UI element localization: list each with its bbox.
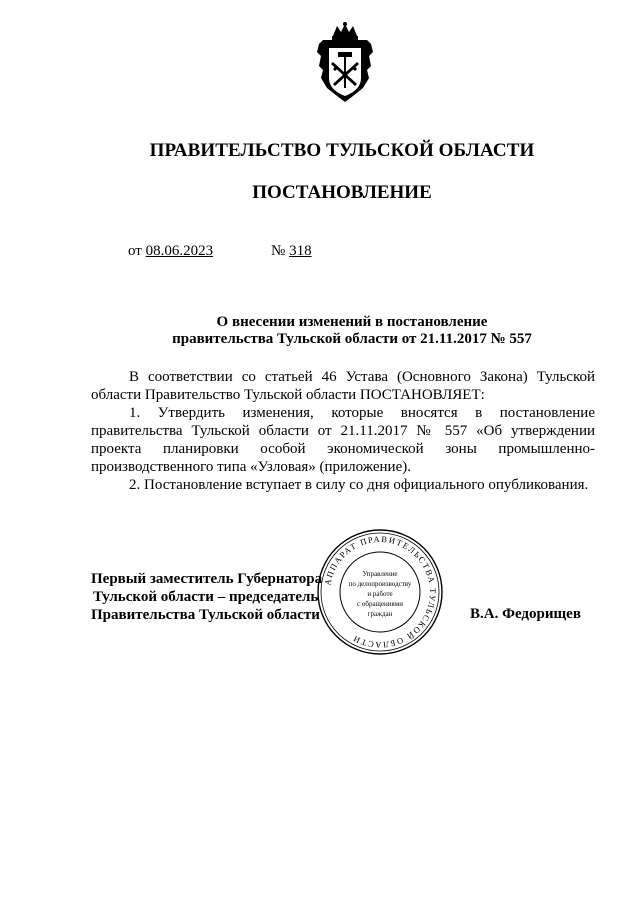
document-number (271, 243, 312, 260)
document-type-title: ПОСТАНОВЛЕНИЕ (252, 182, 432, 203)
stamp-center-line-3: и работе (367, 590, 393, 598)
signatory-title-line-3: Правительства Тульской области (91, 607, 320, 623)
signatory-name: В.А. Федорищев (470, 606, 581, 622)
official-stamp (316, 528, 444, 656)
body-paragraph-3: 2. Постановление вступает в силу со дня официального опубликования. (129, 477, 589, 493)
body-paragraph-1: В соответствии со статьей 46 Устава (Основного Закона) Тульской области Правительство Тульской области ПОСТАНОВЛЯЕТ: (91, 369, 595, 403)
stamp-center-line-1: Управление (362, 570, 398, 578)
date-value: 08.06.2023 (145, 243, 214, 259)
number-prefix: № (271, 243, 286, 259)
number-value: 318 (289, 243, 312, 259)
signatory-title (91, 570, 322, 624)
document-body (91, 368, 595, 494)
subject-line-1: О внесении изменений в постановление (216, 314, 488, 330)
document-subject (100, 314, 604, 348)
stamp-ring-text: АППАРАТ ПРАВИТЕЛЬСТВА ТУЛЬСКОЙ ОБЛАСТИ (322, 533, 439, 651)
coat-of-arms-emblem (313, 22, 377, 106)
government-title: ПРАВИТЕЛЬСТВО ТУЛЬСКОЙ ОБЛАСТИ (149, 140, 535, 161)
stamp-center-line-2: по делопроизводству (348, 580, 412, 588)
stamp-center-line-4: с обращениями (357, 600, 403, 608)
signatory-title-line-1: Первый заместитель Губернатора (91, 571, 323, 587)
date-prefix: от (128, 243, 142, 259)
signatory-title-line-2: Тульской области – председатель (93, 589, 319, 605)
body-paragraph-2: 1. Утвердить изменения, которые вносятся в постановление правительства Тульской области от 21.11.2017 № 557 «Об утверждении проекта планировки особой экономической зоны промышленно-производственного типа «Узловая» (приложение). (91, 405, 595, 475)
subject-line-2: правительства Тульской области от 21.11.2017 № 557 (172, 331, 532, 347)
stamp-center-line-5: граждан (367, 610, 393, 618)
document-date (128, 243, 213, 260)
